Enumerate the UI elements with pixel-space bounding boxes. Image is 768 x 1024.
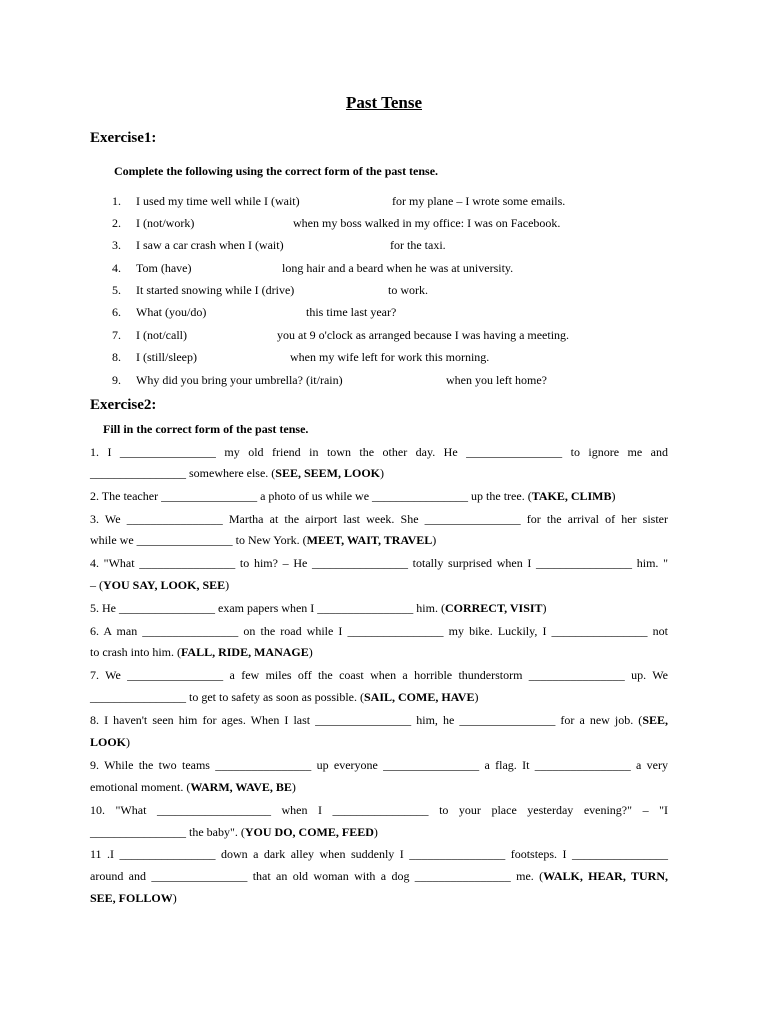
line-text: 1. I ________________ my old friend in town the other day. He ________________ to ignore me and: [90, 445, 668, 459]
exercise2-line: [90, 556, 668, 570]
line-text: 8. I haven't seen him for ages. When I last ________________ him, he ________________ for a new job. (: [90, 713, 643, 727]
item-continuation: this time last year?: [306, 305, 397, 319]
item-number: 8.: [112, 350, 121, 364]
item-prompt: I (still/sleep): [136, 350, 197, 364]
line-text: 4. "What ________________ to him? – He ________________ totally surprised when I ________________ him. ": [90, 556, 668, 570]
verb-list: YOU SAY, LOOK, SEE: [103, 578, 226, 592]
exercise2-line: [90, 780, 670, 794]
exercise2-line: [90, 825, 670, 839]
item-number: 9.: [112, 373, 121, 387]
verb-list: WARM, WAVE, BE: [190, 780, 292, 794]
verb-list: YOU DO, COME, FEED: [244, 825, 374, 839]
item-number: 6.: [112, 305, 121, 319]
item-continuation: when my wife left for work this morning.: [290, 350, 490, 364]
exercise2-line: [90, 735, 670, 749]
line-tail: ): [225, 578, 230, 592]
line-tail: ): [432, 533, 437, 547]
line-text: 5. He ________________ exam papers when I ________________ him. (: [90, 601, 445, 615]
item-number: 4.: [112, 261, 121, 275]
item-prompt: Why did you bring your umbrella? (it/rain): [136, 373, 343, 387]
item-continuation: when you left home?: [446, 373, 547, 387]
line-tail: ): [291, 780, 296, 794]
item-prompt: I used my time well while I (wait): [136, 194, 300, 208]
line-tail: ): [611, 489, 616, 503]
line-tail: ): [542, 601, 547, 615]
verb-list: TAKE, CLIMB: [531, 489, 612, 503]
verb-list: SEE,: [642, 713, 668, 727]
line-text: 10. "What ___________________ when I ________________ to your place yesterday evening?" – "I: [90, 803, 668, 817]
line-tail: ): [308, 645, 313, 659]
item-continuation: for my plane – I wrote some emails.: [392, 194, 566, 208]
item-continuation: to work.: [388, 283, 428, 297]
line-text: 7. We ________________ a few miles off the coast when a horrible thunderstorm ________________ up. We: [90, 668, 668, 682]
verb-list: SEE, FOLLOW: [90, 891, 173, 905]
item-number: 2.: [112, 216, 121, 230]
item-number: 5.: [112, 283, 121, 297]
exercise2-line: [90, 601, 670, 615]
item-number: 1.: [112, 194, 121, 208]
line-text: to crash into him. (: [90, 645, 181, 659]
item-continuation: when my boss walked in my office: I was on Facebook.: [293, 216, 561, 230]
exercise2-line: [90, 533, 670, 547]
line-text: – (: [90, 578, 103, 592]
exercise2-line: [90, 668, 668, 682]
exercise2-line: [90, 803, 668, 817]
line-text: 11 .I ________________ down a dark alley when suddenly I ________________ footsteps. I ________________: [90, 847, 668, 861]
exercise2-line: [90, 489, 670, 503]
item-number: 3.: [112, 238, 121, 252]
line-text: around and ________________ that an old woman with a dog ________________ me. (: [90, 869, 544, 883]
line-text: ________________ somewhere else. (: [90, 466, 276, 480]
item-prompt: Tom (have): [136, 261, 192, 275]
verb-list: MEET, WAIT, TRAVEL: [306, 533, 433, 547]
line-text: ________________ the baby". (: [90, 825, 245, 839]
exercise2-instruction: Fill in the correct form of the past tense.: [103, 422, 309, 436]
line-text: 2. The teacher ________________ a photo of us while we ________________ up the tree. (: [90, 489, 532, 503]
verb-list: SEE, SEEM, LOOK: [275, 466, 380, 480]
item-prompt: I (not/work): [136, 216, 195, 230]
verb-list: WALK, HEAR, TURN,: [543, 869, 668, 883]
item-prompt: I (not/call): [136, 328, 187, 342]
line-tail: ): [126, 735, 131, 749]
line-text: 9. While the two teams ________________ up everyone ________________ a flag. It ________________ a very: [90, 758, 668, 772]
item-prompt: It started snowing while I (drive): [136, 283, 295, 297]
line-tail: ): [474, 690, 479, 704]
exercise2-line: [90, 758, 668, 772]
item-prompt: I saw a car crash when I (wait): [136, 238, 284, 252]
exercise2-line: [90, 713, 668, 727]
exercise2-line: [90, 624, 668, 638]
exercise2-line: [90, 847, 668, 861]
line-text: 6. A man ________________ on the road while I ________________ my bike. Luckily, I ________________ not: [90, 624, 668, 638]
verb-list: SAIL, COME, HAVE: [363, 690, 475, 704]
exercise2-line: [90, 578, 670, 592]
line-tail: ): [373, 825, 378, 839]
verb-list: FALL, RIDE, MANAGE: [180, 645, 309, 659]
item-continuation: you at 9 o'clock as arranged because I was having a meeting.: [277, 328, 570, 342]
exercise2-line: [90, 690, 670, 704]
verb-list: CORRECT, VISIT: [444, 601, 543, 615]
line-text: emotional moment. (: [90, 780, 191, 794]
line-tail: ): [172, 891, 177, 905]
exercise1-instruction: Complete the following using the correct form of the past tense.: [114, 164, 439, 178]
exercise2-heading: Exercise2:: [90, 397, 157, 413]
page-title: Past Tense: [345, 93, 423, 112]
exercise2-line: [90, 512, 668, 526]
verb-list: LOOK: [90, 735, 127, 749]
line-text: ________________ to get to safety as soon as possible. (: [90, 690, 364, 704]
exercise2-line: [90, 645, 670, 659]
line-tail: ): [380, 466, 384, 480]
item-continuation: for the taxi.: [390, 238, 446, 252]
exercise2-line: [90, 891, 670, 905]
exercise1-heading: Exercise1:: [90, 130, 157, 146]
line-text: while we ________________ to New York. (: [90, 533, 307, 547]
line-text: 3. We ________________ Martha at the airport last week. She ________________ for the arrival of her sister: [90, 512, 668, 526]
exercise2-line: [90, 445, 668, 459]
item-continuation: long hair and a beard when he was at university.: [282, 261, 514, 275]
exercise2-line: [90, 869, 668, 883]
exercise2-line: [90, 466, 670, 480]
item-prompt: What (you/do): [136, 305, 207, 319]
item-number: 7.: [112, 328, 121, 342]
